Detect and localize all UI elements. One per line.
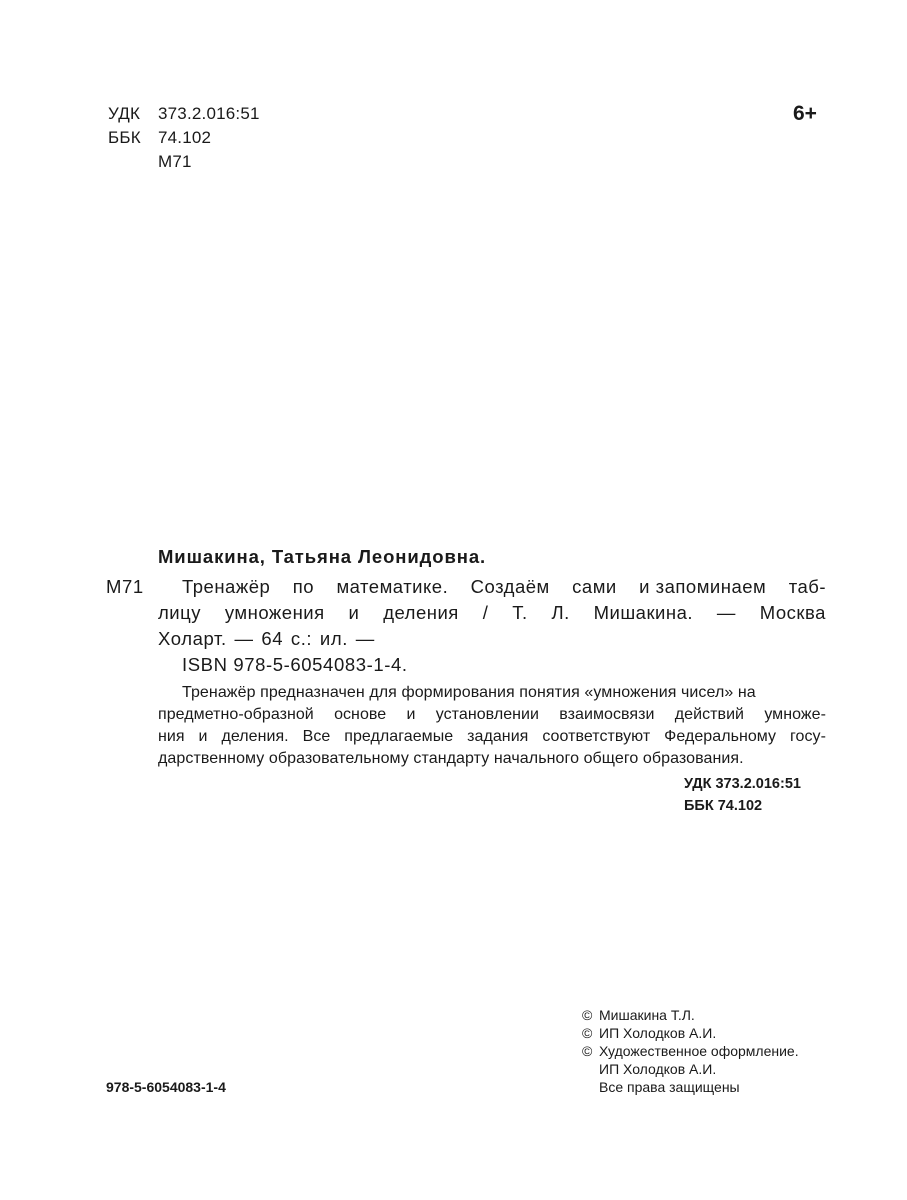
- record-author: Мишакина, Татьяна Леонидовна.: [158, 546, 487, 567]
- record-word: —: [716, 602, 736, 623]
- bbk-row: [0, 128, 907, 150]
- age-rating: 6+: [793, 102, 817, 125]
- annotation-word: действий: [674, 706, 745, 723]
- annotation-word: предметно-образной: [158, 706, 314, 723]
- record-word: Создаём: [470, 576, 550, 597]
- annotation-word: деления.: [221, 728, 289, 745]
- copyright-symbol: ©: [582, 1025, 593, 1041]
- record-word: Тренажёр: [182, 576, 271, 597]
- annotation-word: Все: [302, 728, 331, 745]
- record-word: Л.: [551, 602, 570, 623]
- annotation-line-4: дарственному образовательному стандарту начального общего образования.: [158, 750, 744, 767]
- bbk-label: ББК: [108, 128, 141, 147]
- record-word: по: [292, 576, 315, 597]
- udk-row: [0, 104, 907, 126]
- annotation-word: Федеральному: [664, 728, 777, 745]
- index-udk: УДК 373.2.016:51: [684, 776, 801, 792]
- record-title-line-3: Холарт. — 64 с.: ил. —: [158, 628, 375, 649]
- annotation-line-1: Тренажёр предназначен для формирования понятия «умножения чисел» на: [182, 684, 756, 701]
- annotation-word: соответствуют: [542, 728, 651, 745]
- annotation-word: умноже-: [764, 706, 826, 723]
- bbk-value: 74.102: [158, 128, 212, 147]
- author-mark-row: [0, 152, 907, 174]
- annotation-word: предлагаемые: [344, 728, 454, 745]
- record-word: /: [482, 602, 489, 623]
- copyright-design-holder-row: [0, 1061, 907, 1081]
- record-title-line-1: [182, 576, 826, 598]
- record-word: Т.: [512, 602, 528, 623]
- copyright-holder: ИП Холодков А.И.: [599, 1025, 717, 1041]
- annotation-word: госу-: [790, 728, 826, 745]
- annotation-word: и: [198, 728, 208, 745]
- udk-value: 373.2.016:51: [158, 104, 260, 123]
- record-word: умножения: [224, 602, 325, 623]
- record-word: и запоминаем: [639, 576, 767, 597]
- annotation-word: основе: [334, 706, 387, 723]
- annotation-line-3: [158, 728, 826, 746]
- record-word: и: [348, 602, 360, 623]
- copyright-author: Мишакина Т.Л.: [599, 1007, 695, 1023]
- record-word: таб-: [788, 576, 826, 597]
- copyright-design-holder: ИП Холодков А.И.: [599, 1061, 717, 1077]
- record-isbn: ISBN 978-5-6054083-1-4.: [182, 654, 408, 675]
- copyright-symbol: ©: [582, 1007, 593, 1023]
- udk-label: УДК: [108, 104, 141, 123]
- record-word: математике.: [336, 576, 449, 597]
- copyright-holder-row: [0, 1025, 907, 1045]
- copyright-design: Художественное оформление.: [599, 1043, 799, 1059]
- copyright-author-row: [0, 1007, 907, 1027]
- annotation-word: ния: [158, 728, 185, 745]
- record-word: сами: [572, 576, 617, 597]
- copyright-symbol: ©: [582, 1043, 593, 1059]
- annotation-word: взаимосвязи: [559, 706, 655, 723]
- record-word: деления: [383, 602, 459, 623]
- record-cutter: М71: [106, 576, 144, 597]
- barcode-isbn: 978-5-6054083-1-4: [106, 1079, 226, 1095]
- annotation-word: и: [406, 706, 416, 723]
- annotation-line-2: [158, 706, 826, 724]
- annotation-word: задания: [467, 728, 529, 745]
- copyright-rights: Все права защищены: [599, 1079, 740, 1095]
- record-word: лицу: [158, 602, 201, 623]
- author-mark: М71: [158, 152, 192, 171]
- record-title-line-2: [158, 602, 826, 624]
- index-bbk: ББК 74.102: [684, 798, 763, 814]
- annotation-word: установлении: [435, 706, 540, 723]
- copyright-design-row: [0, 1043, 907, 1063]
- record-word: Москва: [759, 602, 826, 623]
- record-word: Мишакина.: [593, 602, 694, 623]
